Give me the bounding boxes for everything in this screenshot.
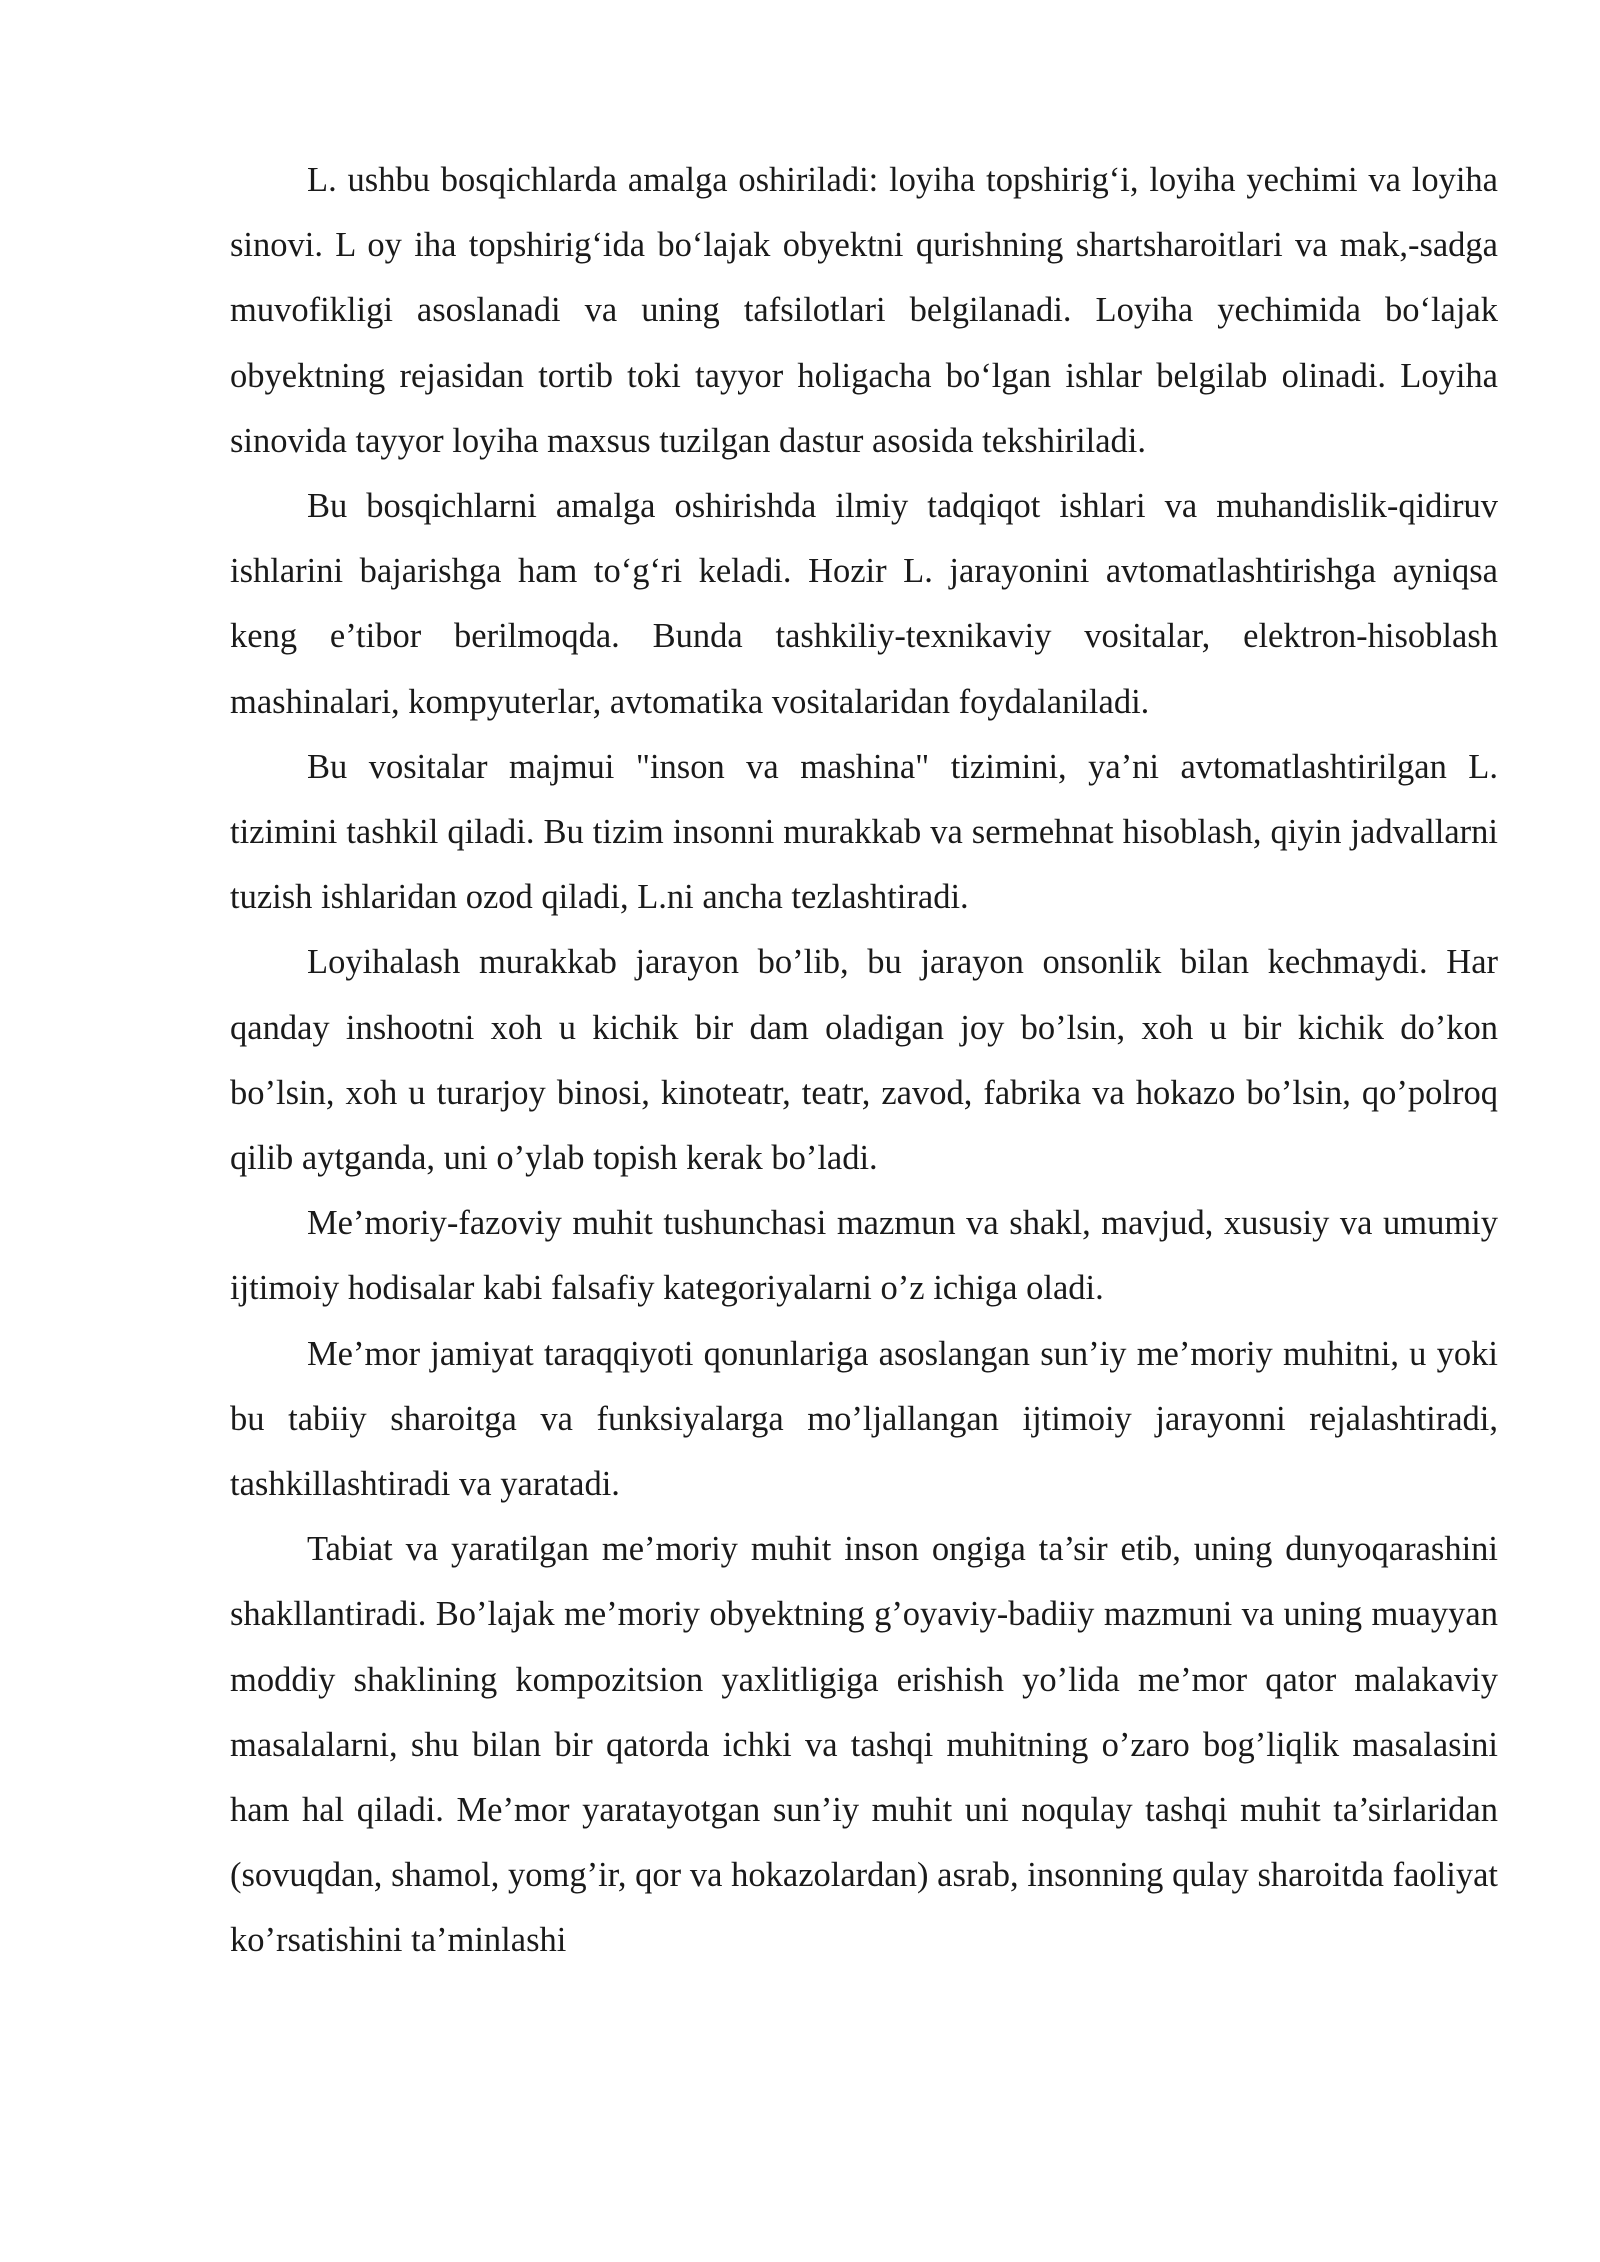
paragraph-6: Me’mor jamiyat taraqqiyoti qonunlariga asoslangan sun’iy me’moriy muhitni, u yoki bu tabiiy sharoitga va funksiyalarga mo’ljallangan ijtimoiy jarayonni rejalashtiradi, tashkillashtiradi va yaratadi. bbox=[230, 1334, 1498, 1504]
paragraph-5: Me’moriy-fazoviy muhit tushunchasi mazmun va shakl, mavjud, xususiy va umumiy ijtimoiy hodisalar kabi falsafiy kategoriyalarni o’z ichiga oladi. bbox=[230, 1204, 1498, 1308]
paragraph-3: Bu vositalar majmui "inson va mashina" tizimini, ya’ni avtomatlashtirilgan L. tizimini tashkil qiladi. Bu tizim insonni murakkab va sermehnat hisoblash, qiyin jadvallarni tuzish ishlaridan ozod qiladi, L.ni ancha tezlashtiradi. bbox=[230, 747, 1498, 917]
document-page bbox=[230, 148, 1498, 1974]
paragraph-2: Bu bosqichlarni amalga oshirishda ilmiy tadqiqot ishlari va muhandislik-qidiruv ishlarini bajarishga ham to‘g‘ri keladi. Hozir L. jarayonini avtomatlashtirishga ayniqsa keng e’tibor berilmoqda. Bunda tashkiliy-texnikaviy vositalar, elektron-hisoblash mashinalari, kompyuterlar, avtomatika vositalaridan foydalaniladi. bbox=[230, 487, 1498, 721]
paragraph-7: Tabiat va yaratilgan me’moriy muhit inson ongiga ta’sir etib, uning dunyoqarashini shakllantiradi. Bo’lajak me’moriy obyektning g’oyaviy-badiiy mazmuni va uning muayyan moddiy shaklining kompozitsion yaxlitligiga erishish yo’lida me’mor qator malakaviy masalalarni, shu bilan bir qatorda ichki va tashqi muhitning o’zaro bog’liqlik masalasini ham hal qiladi. Me’mor yaratayotgan sun’iy muhit uni noqulay tashqi muhit ta’sirlaridan (sovuqdan, shamol, yomg’ir, qor va hokazolardan) asrab, insonning qulay sharoitda faoliyat ko’rsatishini ta’minlashi bbox=[230, 1530, 1498, 1960]
paragraph-1: L. ushbu bosqichlarda amalga oshiriladi: loyiha topshirig‘i, loyiha yechimi va loyiha sinovi. L oy iha topshirig‘ida bo‘lajak obyektni qurishning shartsharoitlari va mak,-sadga muvofikligi asoslanadi va uning tafsilotlari belgilanadi. Loyiha yechimida bo‘lajak obyektning rejasidan tortib toki tayyor holigacha bo‘lgan ishlar belgilab olinadi. Loyiha sinovida tayyor loyiha maxsus tuzilgan dastur asosida tekshiriladi. bbox=[230, 161, 1498, 460]
paragraph-4: Loyihalash murakkab jarayon bo’lib, bu jarayon onsonlik bilan kechmaydi. Har qanday inshootni xoh u kichik bir dam oladigan joy bo’lsin, xoh u bir kichik do’kon bo’lsin, xoh u turarjoy binosi, kinoteatr, teatr, zavod, fabrika va hokazo bo’lsin, qo’polroq qilib aytganda, uni o’ylab topish kerak bo’ladi. bbox=[230, 943, 1498, 1178]
